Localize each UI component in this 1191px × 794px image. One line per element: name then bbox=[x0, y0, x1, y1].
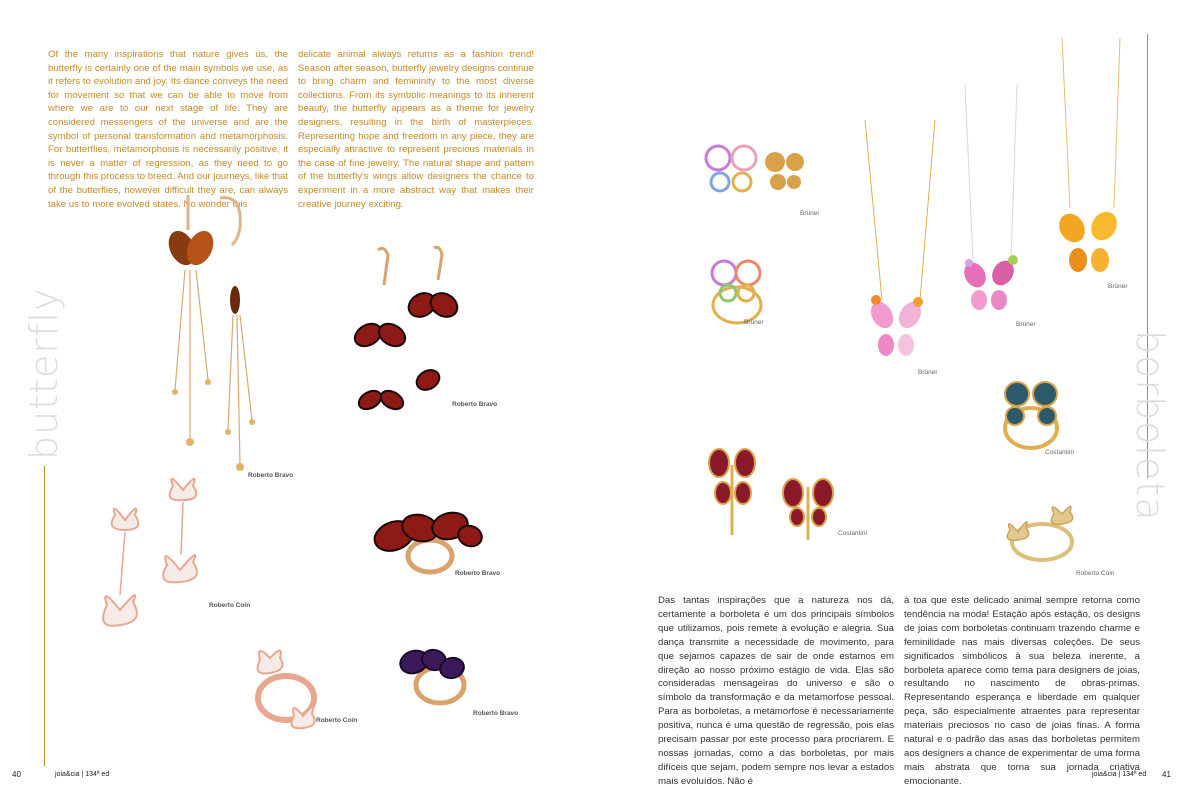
caption-blue-ring: Costantini bbox=[1045, 449, 1074, 456]
caption-gem-earrings: Brüner bbox=[800, 210, 820, 217]
caption-pink-necklace: Brüner bbox=[918, 369, 938, 376]
pearl-butterfly-earrings-image bbox=[95, 470, 210, 650]
caption-garnet-earrings: Costantini bbox=[838, 530, 867, 537]
body-text-col-1: Das tantas inspirações que a natureza nos dá, certamente a borboleta é um dos principais símbolos que utilizamos, pois remete à evolução e alegria. Sua dança transmite a necessidade de movimento, para que sejamos capazes de sair de onde estamos em direção ao nosso próximo estágio de vida. Elas são consideradas mensageiras do universo e são o símbolo da transformação e da metamorfose pessoal. Para as borboletas, a metamorfose é necessariamente positiva, nunca é uma questão de regressão, pois elas precisam passar por este processo para procriarem. E nossas jornadas, como a das borboletas, por mais difíceis que sejam, podem sempre nos levar a estados mais evoluídos. Não é bbox=[658, 595, 894, 787]
page-number-left: 40 bbox=[12, 770, 21, 779]
pink-butterfly-necklace-image bbox=[860, 120, 940, 370]
gold-butterfly-earrings-image bbox=[160, 190, 270, 480]
caption-pearl-ring: Roberto Coin bbox=[316, 717, 358, 724]
caption-red-earrings: Roberto Bravo bbox=[452, 401, 498, 408]
caption-gold-earrings: Roberto Bravo bbox=[248, 472, 294, 479]
multicolor-butterfly-necklace-image bbox=[955, 85, 1030, 325]
page-number-right: 41 bbox=[1162, 770, 1171, 779]
intro-text-col-1: Of the many inspirations that nature gives us, the butterfly is certainly one of the main symbols we use, as it refers to evolution and joy. Its dance conveys the need for movement so that we can be able to move from where we are to our next stage of life. They are considered messengers of the universe and are the symbol of personal transformation and metamorphosis. For butterflies, metamorphosis is necessarily positive, it is never a matter of regression, as they need to go through this process to breed. And our journeys, like that of the butterflies, however difficult they are, can always take us to more evolved states. No wonder this bbox=[48, 49, 288, 210]
left-vertical-rule bbox=[44, 466, 45, 766]
purple-butterfly-ring-image bbox=[398, 640, 470, 710]
caption-multicolor-necklace: Brüner bbox=[1016, 321, 1036, 328]
intro-text-col-2: delicate animal always returns as a fashion trend! Season after season, butterfly jewelry designs continue to bring charm and femininity to the most diverse collections. From its symbolic meanings to its inherent beauty, the butterfly appears as a theme for jewelry designers, resulting in the birth of masterpieces. Representing hope and freedom in any piece, they are especially attractive to represent precious materials in the case of fine jewelry. The natural shape and pattern of the butterfly's wings allow designers the chance to experiment in a more abstract way that makes their creative journey exciting. bbox=[298, 49, 534, 210]
caption-red-ring: Roberto Bravo bbox=[455, 570, 501, 577]
red-butterfly-earrings-image bbox=[340, 245, 460, 435]
footer-left: joia&cia | 134ª ed bbox=[55, 771, 110, 778]
caption-purple-ring: Roberto Bravo bbox=[473, 710, 519, 717]
caption-pearl-earrings: Roberto Coin bbox=[209, 602, 251, 609]
caption-gem-ring: Brüner bbox=[744, 319, 764, 326]
gem-butterfly-earrings-image bbox=[700, 140, 805, 210]
yellow-butterfly-necklace-image bbox=[1050, 38, 1135, 278]
caption-gold-ring: Roberto Coin bbox=[1076, 570, 1115, 577]
gem-butterfly-ring-image bbox=[702, 255, 772, 327]
blue-butterfly-ring-image bbox=[995, 378, 1070, 453]
caption-yellow-necklace: Brüner bbox=[1108, 283, 1128, 290]
side-title-butterfly: butterfly bbox=[22, 287, 66, 460]
footer-right: joia&cia | 134ª ed bbox=[1092, 771, 1147, 778]
pearl-butterfly-ring-image bbox=[248, 638, 323, 733]
side-title-borboleta: borboleta bbox=[1128, 330, 1172, 522]
garnet-butterfly-earrings-image bbox=[705, 445, 840, 540]
gold-butterfly-ring-image bbox=[1000, 502, 1082, 564]
red-butterfly-ring-image bbox=[372, 498, 482, 578]
body-text-col-2: à toa que este delicado animal sempre retorna como tendência na moda! Estação após estação, os designs de joias com borboletas continuam trazendo charme e feminilidade nas mais diversas coleções. De seus significados simbólicos à sua beleza inerente, a borboleta aparece como tema para designers de joias, resultando no nascimento de obras-primas. Representando esperança e liberdade em qualquer peça, são especialmente atraentes para representar materiais preciosos no caso de joias finas. A forma natural e o padrão das asas das borboletas permitem aos designers a chance de experimentar de uma forma mais abstrata que torna sua jornada criativa emocionante. bbox=[904, 595, 1140, 787]
